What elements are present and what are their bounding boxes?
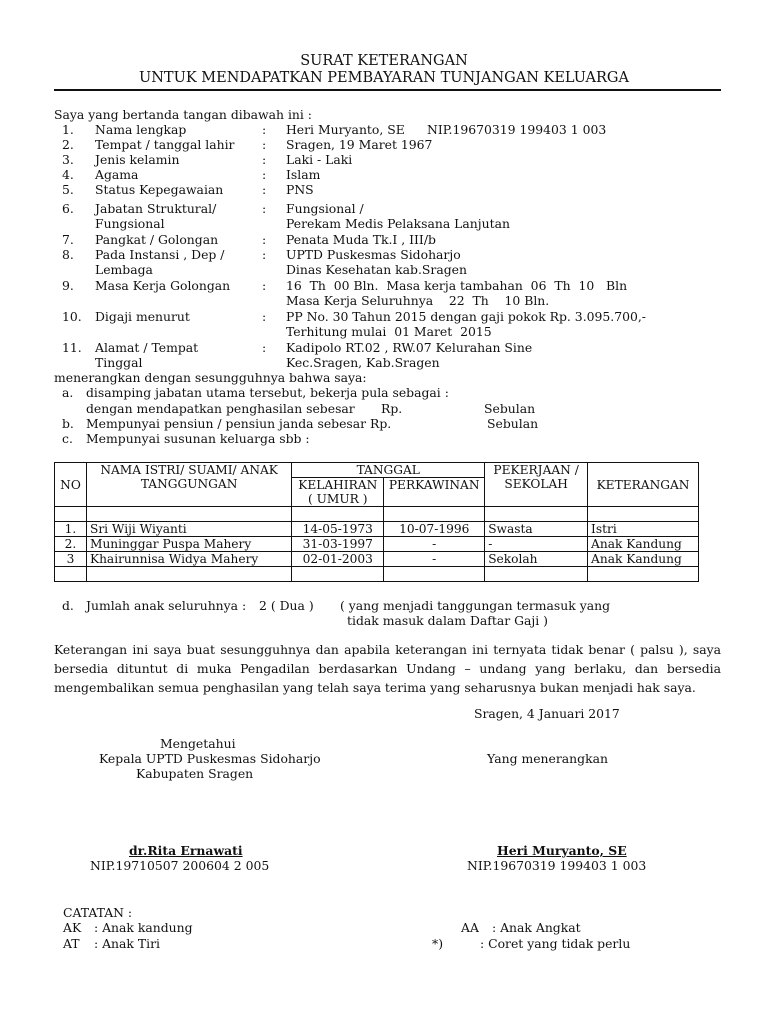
sign-right-line1: Yang menerangkan (487, 751, 608, 766)
field-label: Jenis kelamin (95, 152, 180, 167)
field-no: 1. (62, 122, 74, 137)
field-value: Fungsional / (286, 201, 364, 216)
header-no: NO (55, 463, 87, 507)
field-label-cont: Tinggal (95, 355, 143, 370)
cell-kelahiran: 31-03-1997 (292, 537, 384, 552)
sign-right-nip: NIP.19670319 199403 1 003 (467, 858, 647, 873)
header-pekerjaan: PEKERJAAN / SEKOLAH (485, 463, 588, 507)
declare-lead: menerangkan dengan sesungguhnya bahwa saya: (54, 370, 367, 385)
field-no: 7. (62, 232, 74, 247)
field-value: 16 Th 00 Bln. Masa kerja tambahan 06 Th 10 Bln (286, 278, 628, 293)
field-value-cont: Masa Kerja Seluruhnya 22 Th 10 Bln. (286, 293, 550, 308)
notes-star-value: : Coret yang tidak perlu (480, 936, 631, 951)
field-value: Kadipolo RT.02 , RW.07 Kelurahan Sine (286, 340, 533, 355)
header-tanggal: TANGGAL (292, 463, 485, 478)
header-umur: ( UMUR ) (292, 492, 384, 507)
cell-no: 1. (55, 522, 87, 537)
field-sep: : (262, 309, 267, 324)
field-label: Pangkat / Golongan (95, 232, 219, 247)
header-keterangan: KETERANGAN (588, 463, 699, 507)
field-value-cont: Kec.Sragen, Kab.Sragen (286, 355, 440, 370)
header-name: NAMA ISTRI/ SUAMI/ ANAK TANGGUNGAN (86, 463, 291, 507)
document-title: SURAT KETERANGAN (300, 53, 468, 69)
field-label: Masa Kerja Golongan (95, 278, 231, 293)
field-value: PNS (286, 182, 314, 197)
header-perkawinan: PERKAWINAN (384, 478, 485, 507)
field-label: Nama lengkap (95, 122, 187, 137)
table-row (55, 537, 699, 552)
table-header-row (55, 463, 699, 478)
field-sep: : (262, 278, 267, 293)
cell-pekerjaan: Sekolah (485, 552, 588, 567)
declare-b-key: b. (62, 416, 74, 431)
field-no: 2. (62, 137, 74, 152)
field-no: 9. (62, 278, 74, 293)
cell-keterangan: Anak Kandung (588, 552, 699, 567)
cell-kelahiran: 02-01-2003 (292, 552, 384, 567)
cell-name: Khairunnisa Widya Mahery (86, 552, 291, 567)
field-value: Heri Muryanto, SE (286, 122, 405, 137)
cell-name: Muninggar Puspa Mahery (86, 537, 291, 552)
cell-pekerjaan: Swasta (485, 522, 588, 537)
field-value-cont: Terhitung mulai 01 Maret 2015 (286, 324, 492, 339)
field-label-cont: Lembaga (95, 262, 153, 277)
table-blank-row (55, 567, 699, 582)
field-label: Alamat / Tempat (95, 340, 199, 355)
field-no: 5. (62, 182, 74, 197)
notes-aa-key: AA (461, 920, 479, 935)
children-note: ( yang menjadi tanggungan termasuk yang (340, 598, 610, 613)
field-value: Penata Muda Tk.I , III/b (286, 232, 436, 247)
table-blank-row (55, 507, 699, 522)
family-table (54, 462, 699, 582)
field-sep: : (262, 201, 267, 216)
table-row (55, 552, 699, 567)
header-kelahiran: KELAHIRAN (292, 478, 384, 493)
notes-star-key: *) (432, 936, 444, 951)
field-label: Status Kepegawaian (95, 182, 224, 197)
declare-a-rp: Rp. (381, 401, 403, 416)
field-value-cont: Dinas Kesehatan kab.Sragen (286, 262, 467, 277)
field-value: PP No. 30 Tahun 2015 dengan gaji pokok Rp. 3.095.700,- (286, 309, 646, 324)
field-no: 6. (62, 201, 74, 216)
children-label: Jumlah anak seluruhnya : (86, 598, 247, 613)
field-label: Pada Instansi , Dep / (95, 247, 225, 262)
field-value: UPTD Puskesmas Sidoharjo (286, 247, 461, 262)
children-key: d. (62, 598, 74, 613)
children-note-cont: tidak masuk dalam Daftar Gaji ) (347, 613, 548, 628)
table-row (55, 522, 699, 537)
field-extra: NIP.19670319 199403 1 003 (427, 122, 607, 137)
cell-kelahiran: 14-05-1973 (292, 522, 384, 537)
notes-aa-value: : Anak Angkat (492, 920, 581, 935)
declare-a-text: disamping jabatan utama tersebut, bekerja pula sebagai : (86, 385, 449, 400)
declare-c-key: c. (62, 431, 73, 446)
cell-no: 3 (55, 552, 87, 567)
sign-left-line1: Mengetahui (160, 736, 236, 751)
field-value: Islam (286, 167, 321, 182)
field-value: Laki - Laki (286, 152, 353, 167)
sign-left-nip: NIP.19710507 200604 2 005 (90, 858, 270, 873)
field-sep: : (262, 137, 267, 152)
cell-name: Sri Wiji Wiyanti (86, 522, 291, 537)
declare-a-key: a. (62, 385, 74, 400)
declare-a-text2: dengan mendapatkan penghasilan sebesar (86, 401, 355, 416)
field-sep: : (262, 167, 267, 182)
field-value: Sragen, 19 Maret 1967 (286, 137, 433, 152)
statement-paragraph: Keterangan ini saya buat sesungguhnya dan apabila keterangan ini ternyata tidak benar ( palsu ), saya bersedia dituntut di muka Pengadilan berdasarkan Undang – undang yang berlaku, dan bersedia mengembalikan semua penghasilan yang telah saya terima yang seharusnya bukan menjadi hak saya. (54, 642, 721, 695)
field-no: 10. (62, 309, 82, 324)
field-sep: : (262, 340, 267, 355)
notes-at-value: : Anak Tiri (94, 936, 160, 951)
field-no: 3. (62, 152, 74, 167)
document-subtitle: UNTUK MENDAPATKAN PEMBAYARAN TUNJANGAN KELUARGA (139, 70, 629, 86)
intro-text: Saya yang bertanda tangan dibawah ini : (54, 107, 312, 122)
field-sep: : (262, 152, 267, 167)
cell-keterangan: Istri (588, 522, 699, 537)
declare-a-per: Sebulan (484, 401, 536, 416)
field-label: Jabatan Struktural/ (95, 201, 217, 216)
notes-title: CATATAN : (63, 905, 133, 920)
field-label: Digaji menurut (95, 309, 190, 324)
cell-perkawinan: - (384, 537, 485, 552)
field-label: Tempat / tanggal lahir (95, 137, 235, 152)
sign-right-name: Heri Muryanto, SE (497, 843, 627, 858)
notes-ak-key: AK (63, 920, 82, 935)
field-sep: : (262, 232, 267, 247)
field-no: 8. (62, 247, 74, 262)
declare-b-per: Sebulan (487, 416, 539, 431)
cell-no: 2. (55, 537, 87, 552)
notes-ak-value: : Anak kandung (94, 920, 193, 935)
place-date: Sragen, 4 Januari 2017 (474, 706, 620, 721)
declare-c-text: Mempunyai susunan keluarga sbb : (86, 431, 310, 446)
notes-at-key: AT (63, 936, 80, 951)
field-value-cont: Perekam Medis Pelaksana Lanjutan (286, 216, 510, 231)
cell-perkawinan: - (384, 552, 485, 567)
title-underline (54, 89, 721, 91)
field-sep: : (262, 247, 267, 262)
field-label-cont: Fungsional (95, 216, 165, 231)
cell-pekerjaan: - (485, 537, 588, 552)
field-sep: : (262, 182, 267, 197)
field-sep: : (262, 122, 267, 137)
sign-left-line2: Kepala UPTD Puskesmas Sidoharjo (99, 751, 321, 766)
children-count: 2 ( Dua ) (259, 598, 314, 613)
declare-b-text: Mempunyai pensiun / pensiun janda sebesar Rp. (86, 416, 392, 431)
field-label: Agama (95, 167, 139, 182)
sign-left-line3: Kabupaten Sragen (136, 766, 254, 781)
field-no: 11. (62, 340, 82, 355)
cell-perkawinan: 10-07-1996 (384, 522, 485, 537)
sign-left-name: dr.Rita Ernawati (129, 843, 243, 858)
cell-keterangan: Anak Kandung (588, 537, 699, 552)
field-no: 4. (62, 167, 74, 182)
